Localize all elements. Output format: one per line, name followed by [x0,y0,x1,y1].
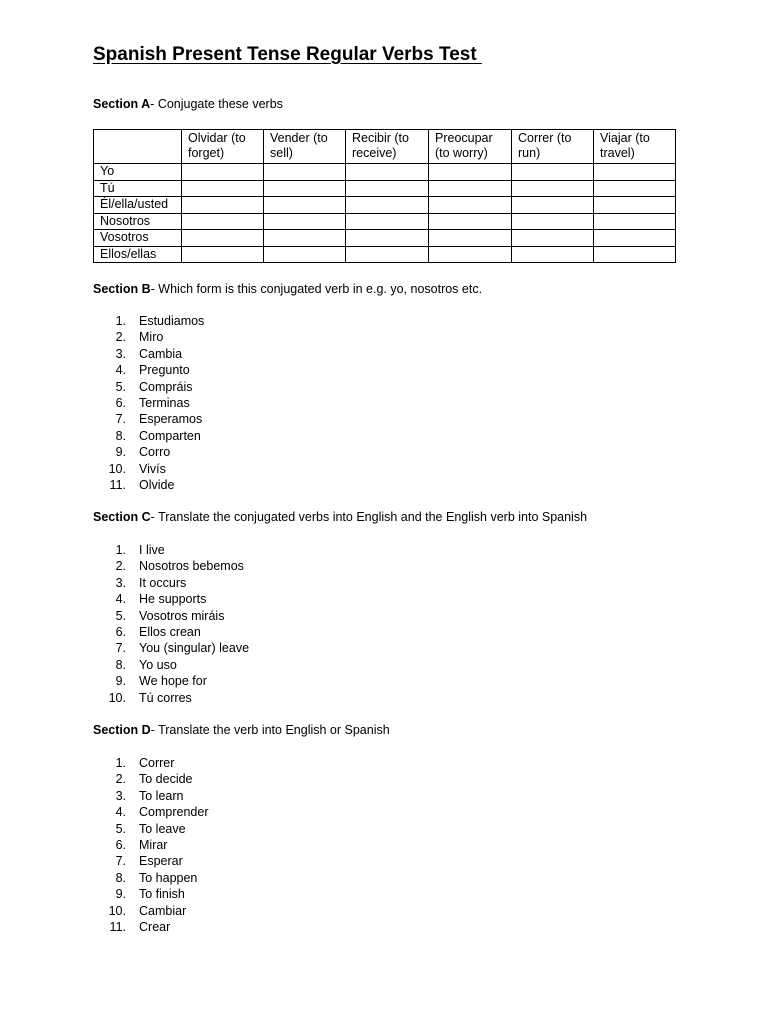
list-item: 8. Yo uso [115,657,177,672]
answer-cell[interactable] [182,230,264,247]
list-item: 7. Esperamos [115,412,203,427]
answer-cell[interactable] [512,230,594,247]
answer-cell[interactable] [346,213,429,230]
section-a-heading [93,97,283,111]
section-d-heading [93,723,390,737]
section-b-label: Section B [93,282,151,296]
answer-cell[interactable] [346,197,429,214]
list-item-text: To decide [139,772,193,787]
header-cell-preocupar: Preocupar (to worry) [429,130,512,164]
row-label-tu: Tú [94,180,182,197]
answer-cell[interactable] [182,180,264,197]
list-item-text: Vosotros miráis [139,608,225,623]
list-item: 2. To decide [115,772,193,787]
answer-cell[interactable] [429,213,512,230]
list-item: 1. Correr [115,756,175,770]
table-row [94,213,676,230]
list-item-text: He supports [139,592,207,607]
answer-cell[interactable] [264,180,346,197]
answer-cell[interactable] [182,164,264,181]
header-cell-vender: Vender (to sell) [264,130,346,164]
list-item: 1. Estudiamos [115,314,205,328]
section-d-instruction: - Translate the verb into English or Spanish [150,723,390,737]
answer-cell[interactable] [594,164,676,181]
row-label-nosotros: Nosotros [94,213,182,230]
list-item-text: Crear [139,919,171,934]
list-item: 1. I live [115,543,165,557]
answer-cell[interactable] [512,246,594,263]
list-item-text: Esperar [139,854,183,869]
list-item-text: Olvide [139,477,175,492]
section-c-instruction: - Translate the conjugated verbs into English and the English verb into Spanish [150,510,588,524]
table-header-row [94,130,676,164]
list-item-text: We hope for [139,674,207,689]
section-a-label: Section A [93,97,151,111]
answer-cell[interactable] [594,246,676,263]
list-item: 4. Pregunto [115,363,190,378]
list-item: 7. Esperar [115,854,183,869]
section-b-list [93,313,204,493]
list-item: 5. Vosotros miráis [115,608,225,623]
list-item-text: Compráis [139,379,193,394]
list-item-text: Ellos crean [139,624,201,639]
list-item-text: Vivís [139,461,166,476]
answer-cell[interactable] [512,164,594,181]
list-item-text: Estudiamos [139,314,205,328]
answer-cell[interactable] [594,213,676,230]
section-b-heading [93,282,482,296]
list-item-text: Pregunto [139,363,190,378]
answer-cell[interactable] [264,164,346,181]
answer-cell[interactable] [429,246,512,263]
list-item-text: To finish [139,887,185,902]
answer-cell[interactable] [512,197,594,214]
row-label-el-ella-usted: Él/ella/usted [94,197,182,214]
section-c-list [93,542,249,706]
list-item: 5. Compráis [115,379,193,394]
answer-cell[interactable] [594,197,676,214]
table-row [94,246,676,263]
list-item-text: Comparten [139,428,201,443]
list-item: 7. You (singular) leave [115,641,250,656]
answer-cell[interactable] [346,164,429,181]
list-item-text: Nosotros bebemos [139,559,244,574]
row-label-yo: Yo [94,164,182,181]
row-label-ellos-ellas: Ellos/ellas [94,246,182,263]
answer-cell[interactable] [264,230,346,247]
answer-cell[interactable] [429,197,512,214]
list-item: 10. Cambiar [108,903,187,918]
section-c-label: Section C [93,510,151,524]
answer-cell[interactable] [429,164,512,181]
list-item-text: To learn [139,788,184,803]
table-row [94,197,676,214]
answer-cell[interactable] [264,213,346,230]
section-d-label: Section D [93,723,151,737]
header-cell-correr: Correr (to run) [512,130,594,164]
section-c-heading [93,510,587,524]
table-row [94,230,676,247]
answer-cell[interactable] [512,180,594,197]
list-item: 9. We hope for [115,674,207,689]
table-row [94,164,676,181]
page-title: Spanish Present Tense Regular Verbs Test [93,44,482,65]
list-item: 10. Tú corres [108,690,192,705]
list-item: 9. To finish [115,887,185,902]
list-item-text: To happen [139,870,198,885]
table-row [94,180,676,197]
list-item: 10. Vivís [108,461,166,476]
list-item-text: Cambia [139,346,183,361]
conjugation-table [93,129,676,263]
header-cell-viajar: Viajar (to travel) [594,130,676,164]
list-item: 2. Miro [115,330,164,345]
answer-cell[interactable] [182,246,264,263]
list-item-text: You (singular) leave [139,641,250,656]
list-item: 3. It occurs [115,575,187,590]
list-item: 4. He supports [115,592,207,607]
list-item-text: Comprender [139,805,209,820]
list-item: 2. Nosotros bebemos [115,559,244,574]
list-item: 6. Ellos crean [115,624,201,639]
answer-cell[interactable] [346,180,429,197]
list-item: 5. To leave [115,821,186,836]
row-label-vosotros: Vosotros [94,230,182,247]
answer-cell[interactable] [264,197,346,214]
list-item-text: Terminas [139,395,190,410]
answer-cell[interactable] [512,213,594,230]
list-item: 3. Cambia [115,346,183,361]
list-item: 8. To happen [115,870,198,885]
answer-cell[interactable] [594,230,676,247]
list-item-text: Tú corres [139,690,192,705]
answer-cell[interactable] [594,180,676,197]
answer-cell[interactable] [346,246,429,263]
list-item-text: To leave [139,821,186,836]
list-item-text: Esperamos [139,412,203,427]
list-item: 11. Crear [109,919,171,934]
answer-cell[interactable] [429,180,512,197]
answer-cell[interactable] [182,213,264,230]
list-item-text: Mirar [139,837,168,852]
list-item-text: Miro [139,330,164,345]
header-cell-olvidar: Olvidar (to forget) [182,130,264,164]
list-item: 6. Terminas [115,395,190,410]
list-item-text: Correr [139,756,175,770]
list-item: 3. To learn [115,788,184,803]
section-d-list [93,755,208,935]
list-item-text: Yo uso [139,657,177,672]
answer-cell[interactable] [182,197,264,214]
list-item: 11. Olvide [109,477,175,492]
section-b-instruction: - Which form is this conjugated verb in e.g. yo, nosotros etc. [150,282,483,296]
list-item-text: I live [139,543,165,557]
list-item: 4. Comprender [115,805,209,820]
answer-cell[interactable] [264,246,346,263]
list-item: 8. Comparten [115,428,201,443]
list-item: 9. Corro [115,445,171,460]
list-item-text: Cambiar [139,903,187,918]
answer-cell[interactable] [429,230,512,247]
list-item-text: It occurs [139,575,187,590]
header-cell-blank [94,130,182,164]
list-item-text: Corro [139,445,171,460]
section-a-instruction: - Conjugate these verbs [150,97,283,111]
header-cell-recibir: Recibir (to receive) [346,130,429,164]
answer-cell[interactable] [346,230,429,247]
list-item: 6. Mirar [115,837,168,852]
